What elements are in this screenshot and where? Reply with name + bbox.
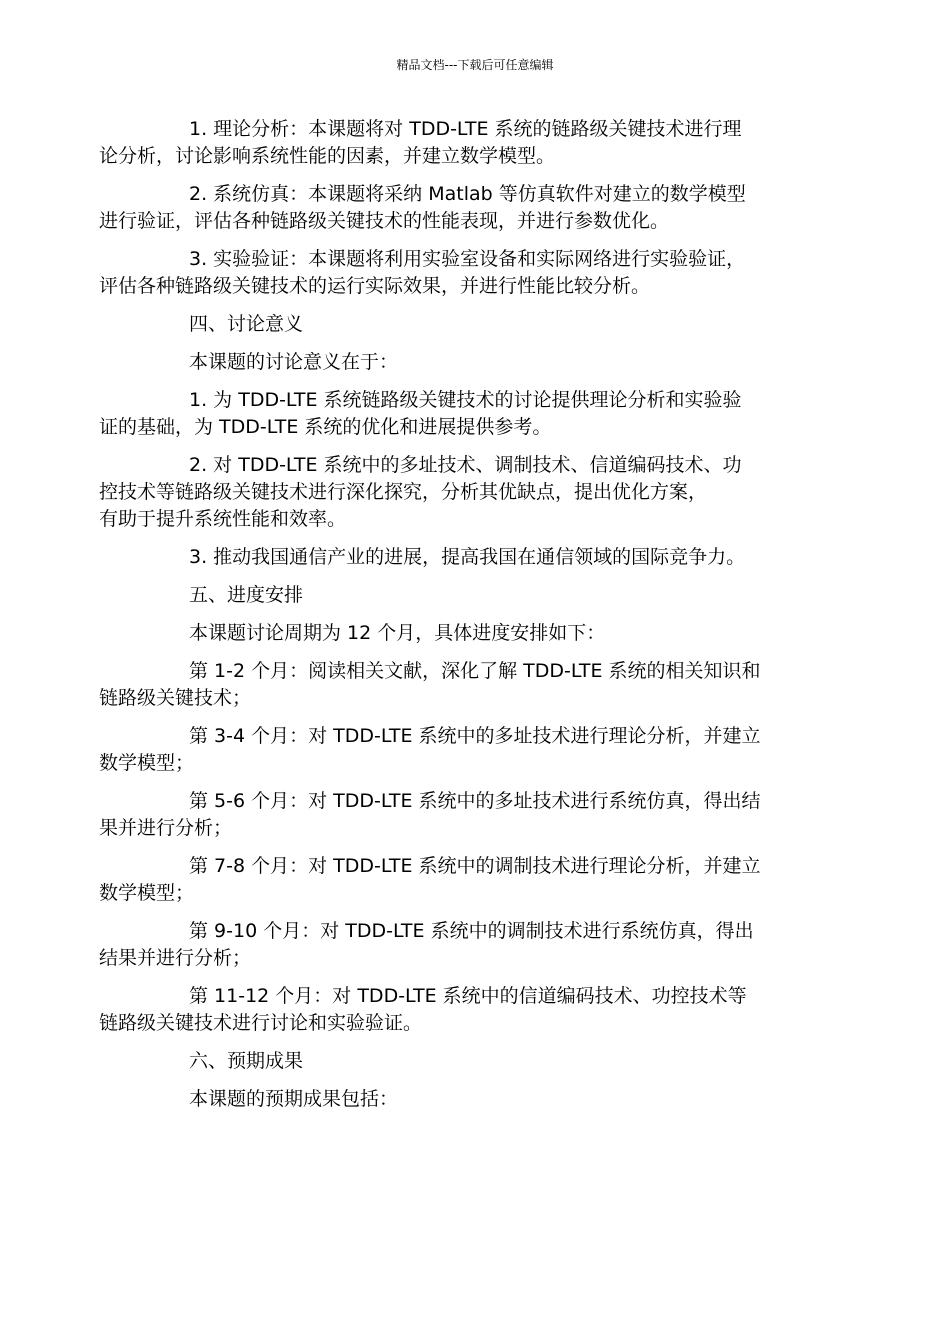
text-line: 证的基础，为 TDD-LTE 系统的优化和进展提供参考。 bbox=[99, 416, 552, 438]
text-line: 本课题讨论周期为 12 个月，具体进度安排如下： bbox=[189, 622, 606, 644]
heading-text: 四、讨论意义 bbox=[189, 313, 304, 335]
text-line: 第 9-10 个月：对 TDD-LTE 系统中的调制技术进行系统仿真，得出 bbox=[189, 920, 754, 942]
text-line: 本课题的预期成果包括： bbox=[189, 1088, 399, 1110]
paragraph-significance-1 bbox=[99, 387, 808, 441]
text-line: 链路级关键技术进行讨论和实验验证。 bbox=[99, 1012, 423, 1034]
paragraph-schedule-intro bbox=[144, 620, 808, 647]
text-line: 1. 理论分析：本课题将对 TDD-LTE 系统的链路级关键技术进行理 bbox=[189, 118, 742, 140]
text-line: 2. 系统仿真：本课题将采纳 Matlab 等仿真软件对建立的数学模型 bbox=[189, 183, 746, 205]
paragraph-significance-2 bbox=[99, 452, 808, 533]
paragraph-schedule-month-9-10 bbox=[99, 918, 808, 972]
paragraph-schedule-month-5-6 bbox=[99, 788, 808, 842]
heading-text: 六、预期成果 bbox=[189, 1050, 304, 1072]
text-line: 第 5-6 个月：对 TDD-LTE 系统中的多址技术进行系统仿真，得出结 bbox=[189, 790, 761, 812]
text-line: 控技术等链路级关键技术进行深化探究，分析其优缺点，提出优化方案， bbox=[99, 481, 708, 503]
paragraph-expected-results-intro bbox=[144, 1086, 808, 1113]
text-line: 第 7-8 个月：对 TDD-LTE 系统中的调制技术进行理论分析，并建立 bbox=[189, 855, 761, 877]
text-line: 1. 为 TDD-LTE 系统链路级关键技术的讨论提供理论分析和实验验 bbox=[189, 389, 742, 411]
text-line: 第 3-4 个月：对 TDD-LTE 系统中的多址技术进行理论分析，并建立 bbox=[189, 725, 761, 747]
text-line: 数学模型； bbox=[99, 752, 195, 774]
text-line: 3. 实验验证：本课题将利用实验室设备和实际网络进行实验验证， bbox=[189, 248, 746, 270]
text-line: 果并进行分析； bbox=[99, 817, 233, 839]
paragraph-method-experiment bbox=[99, 246, 808, 300]
section-heading-significance bbox=[144, 311, 808, 338]
heading-text: 五、进度安排 bbox=[189, 584, 304, 606]
text-line: 3. 推动我国通信产业的进展，提高我国在通信领域的国际竞争力。 bbox=[189, 546, 746, 568]
paragraph-method-theory bbox=[99, 116, 808, 170]
text-line: 结果并进行分析； bbox=[99, 947, 252, 969]
paragraph-method-simulation bbox=[99, 181, 808, 235]
text-line: 第 11-12 个月：对 TDD-LTE 系统中的信道编码技术、功控技术等 bbox=[189, 985, 747, 1007]
section-heading-expected-results bbox=[144, 1048, 808, 1075]
page-header: 精品文档---下载后可任意编辑 bbox=[396, 58, 554, 72]
paragraph-significance-3 bbox=[144, 544, 808, 571]
paragraph-schedule-month-1-2 bbox=[99, 658, 808, 712]
text-line: 本课题的讨论意义在于： bbox=[189, 351, 399, 373]
paragraph-schedule-month-7-8 bbox=[99, 853, 808, 907]
text-line: 第 1-2 个月：阅读相关文献，深化了解 TDD-LTE 系统的相关知识和 bbox=[189, 660, 761, 682]
text-line: 数学模型； bbox=[99, 882, 195, 904]
paragraph-significance-intro bbox=[144, 349, 808, 376]
text-line: 评估各种链路级关键技术的运行实际效果，并进行性能比较分析。 bbox=[99, 275, 651, 297]
text-line: 进行验证，评估各种链路级关键技术的性能表现，并进行参数优化。 bbox=[99, 210, 670, 232]
text-line: 链路级关键技术； bbox=[99, 687, 252, 709]
text-line: 2. 对 TDD-LTE 系统中的多址技术、调制技术、信道编码技术、功 bbox=[189, 454, 742, 476]
paragraph-schedule-month-11-12 bbox=[99, 983, 808, 1037]
document-body bbox=[99, 116, 808, 1124]
section-heading-schedule bbox=[144, 582, 808, 609]
paragraph-schedule-month-3-4 bbox=[99, 723, 808, 777]
text-line: 论分析，讨论影响系统性能的因素，并建立数学模型。 bbox=[99, 145, 556, 167]
text-line: 有助于提升系统性能和效率。 bbox=[99, 508, 347, 530]
